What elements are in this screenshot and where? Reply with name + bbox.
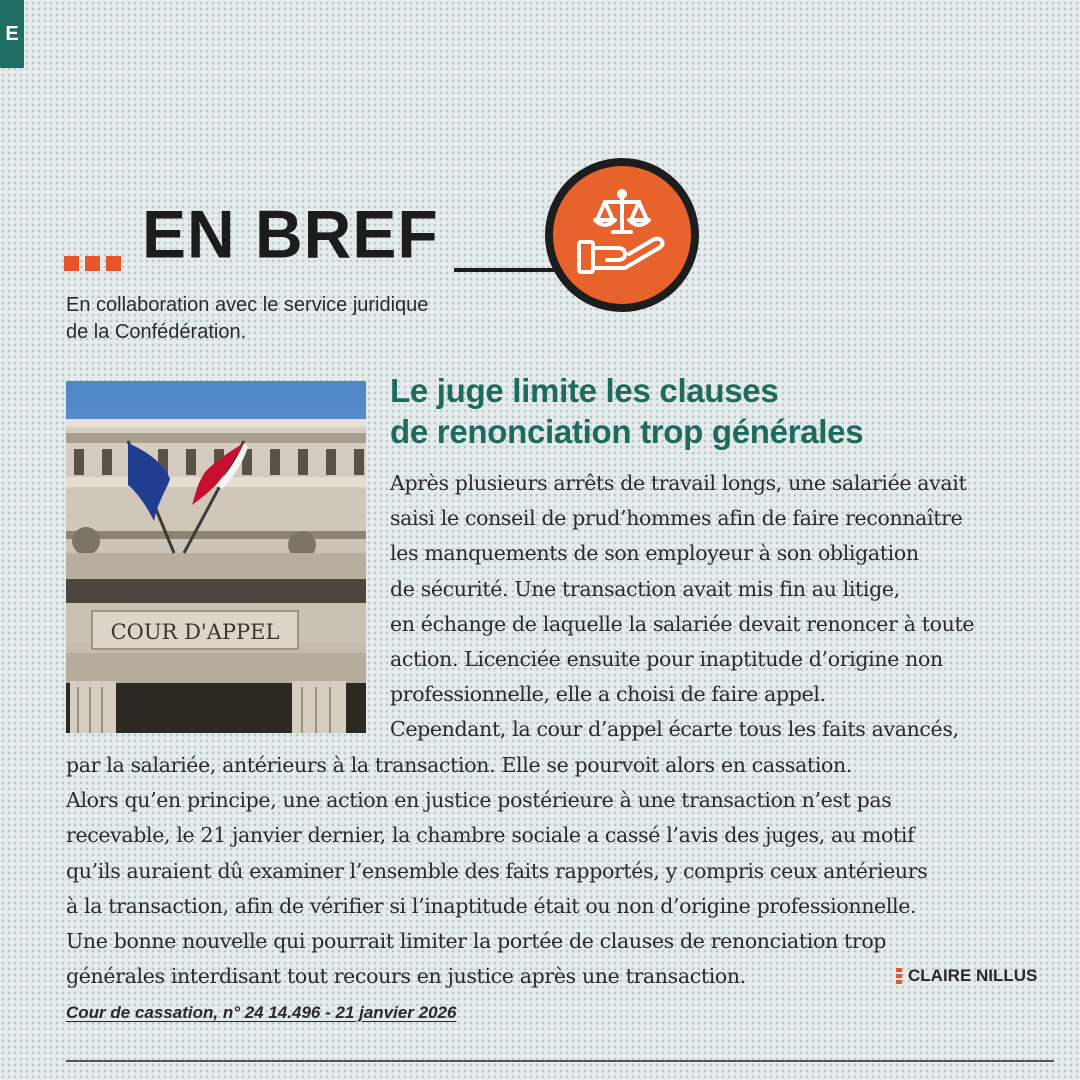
body-line: par la salariée, antérieurs à la transaction. Elle se pourvoit alors en cassation. (66, 753, 853, 777)
scales-of-justice-in-hand-icon (545, 158, 699, 312)
body-line: Une bonne nouvelle qui pourrait limiter la portée de clauses de renonciation trop (66, 929, 887, 954)
article-author (896, 966, 1037, 986)
subtitle-line: de la Confédération. (66, 321, 247, 343)
section-title: EN BREF (142, 196, 439, 272)
body-line: Alors qu’en principe, une action en justice postérieure à une transaction n’est pas (66, 788, 892, 813)
section-tab-label: E (5, 22, 19, 45)
cour-d-appel-sign: COUR D'APPEL (110, 620, 280, 644)
orange-ellipsis-icon (64, 256, 121, 271)
body-line: action. Licenciée ensuite pour inaptitude d’origine non (390, 647, 943, 672)
bottom-divider (66, 1060, 1054, 1062)
author-name: CLAIRE NILLUS (908, 966, 1038, 985)
headline-line: de renonciation trop générales (390, 413, 864, 450)
body-line: recevable, le 21 janvier dernier, la chambre sociale a cassé l’avis des juges, au motif (66, 823, 915, 848)
article-headline (390, 370, 1050, 452)
section-tab (0, 0, 24, 68)
body-line: à la transaction, afin de vérifier si l’inaptitude était ou non d’origine professionnelle. (66, 893, 917, 918)
body-line: Après plusieurs arrêts de travail longs, une salariée avait (390, 471, 967, 495)
body-line: de sécurité. Une transaction avait mis fin au litige, (390, 576, 900, 601)
body-line: générales interdisant tout recours en justice après une transaction. (66, 964, 746, 989)
section-subtitle (66, 292, 586, 346)
body-line: professionnelle, elle a choisi de faire appel. (390, 682, 826, 707)
article-body-full-width (66, 748, 1056, 994)
body-line: les manquements de son employeur à son obligation (390, 541, 919, 566)
title-rule (454, 268, 554, 272)
body-line: saisi le conseil de prud’hommes afin de faire reconnaître (390, 506, 963, 531)
cour-d-appel-photo (66, 381, 366, 733)
body-line: qu’ils auraient dû examiner l’ensemble des faits rapportés, y compris ceux antérieurs (66, 858, 928, 883)
subtitle-line: En collaboration avec le service juridique (66, 294, 429, 316)
body-line: en échange de laquelle la salariée devait renoncer à toute (390, 611, 975, 636)
legal-reference: Cour de cassation, n° 24 14.496 - 21 janvier 2026 (66, 1003, 457, 1022)
author-marker-icon (896, 968, 902, 984)
body-line: Cependant, la cour d’appel écarte tous les faits avancés, (390, 717, 959, 742)
article-body-right-column (390, 466, 1055, 748)
headline-line: Le juge limite les clauses (390, 372, 779, 409)
